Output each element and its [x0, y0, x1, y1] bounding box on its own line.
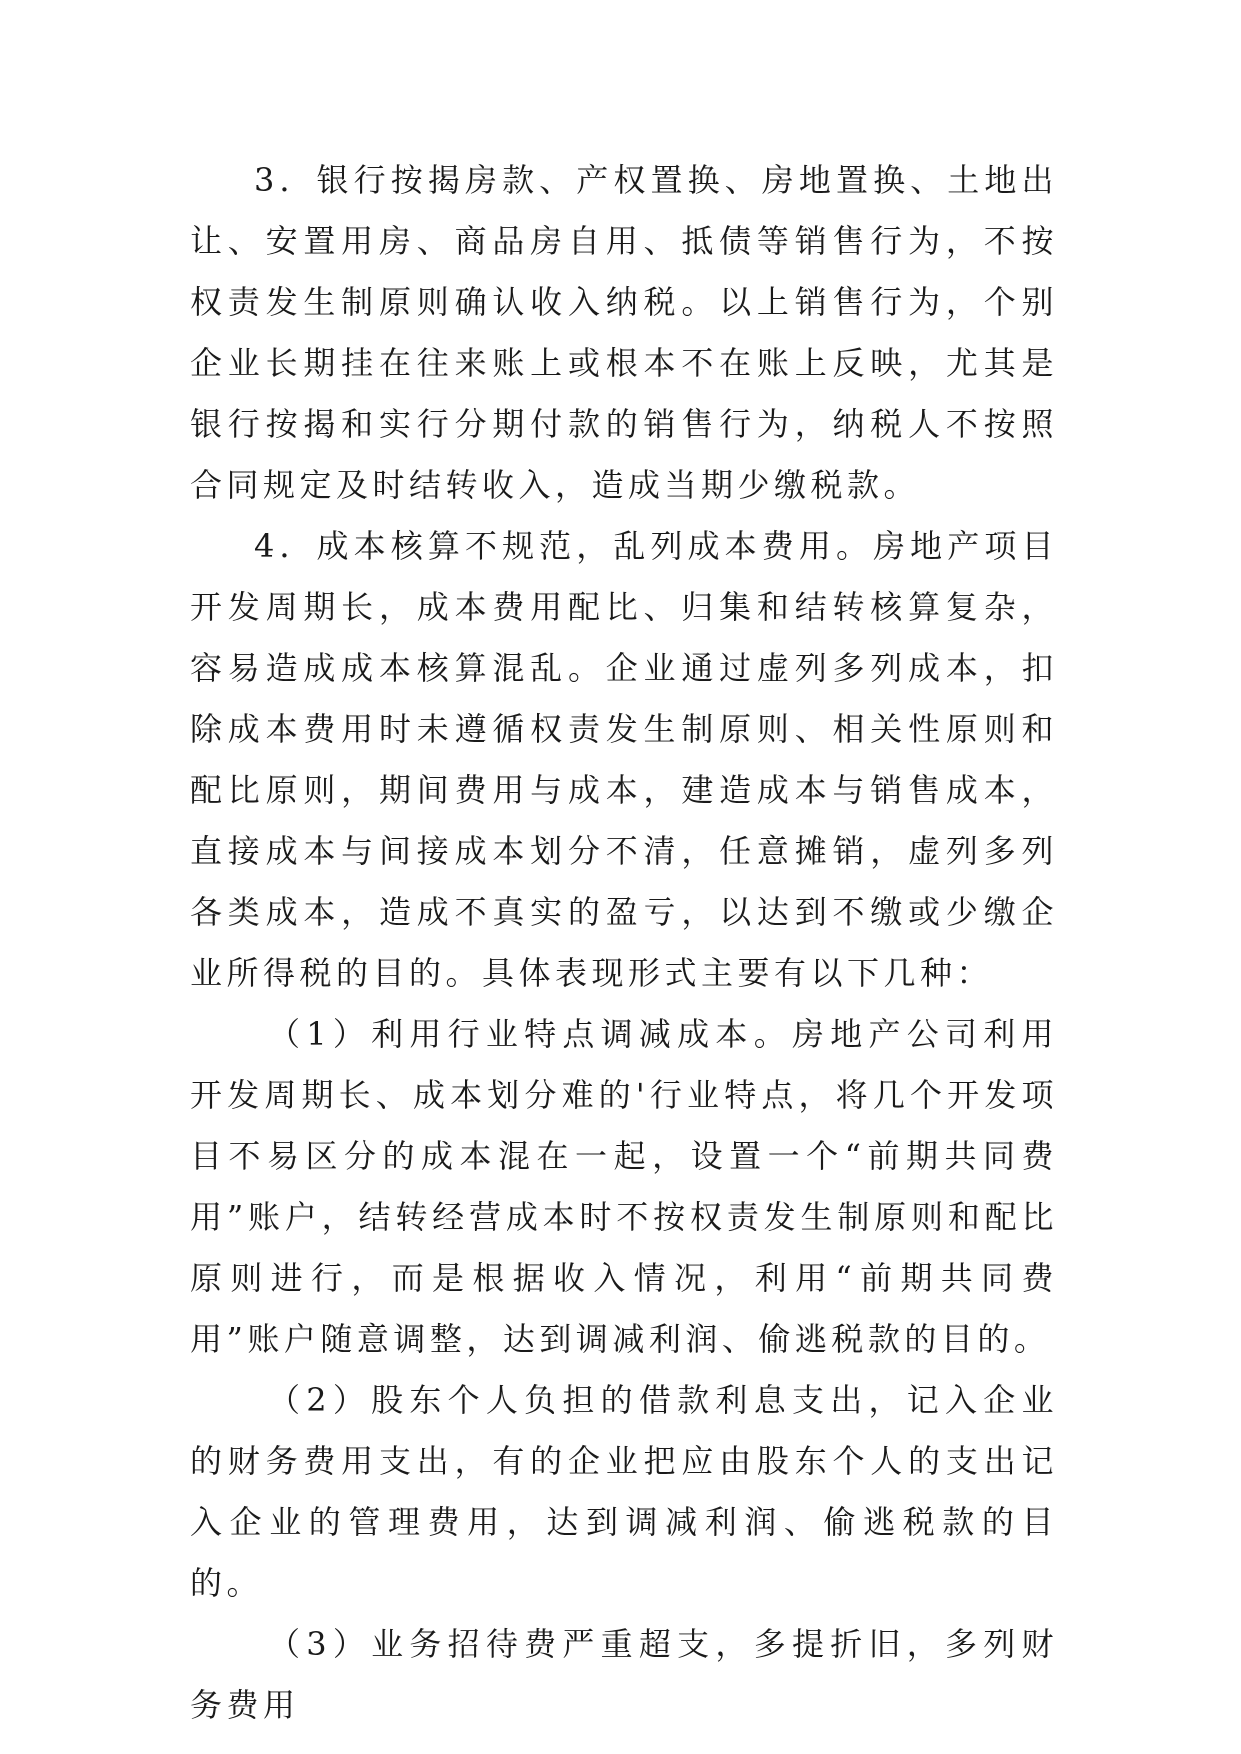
- document-body: [190, 150, 1058, 1736]
- paragraph-subitem-1: （1）利用行业特点调减成本。房地产公司利用开发周期长、成本划分难的'行业特点，将几个开发项目不易区分的成本混在一起，设置一个“前期共同费用”账户，结转经营成本时不按权责发生制原则和配比原则进行，而是根据收入情况，利用“前期共同费用”账户随意调整，达到调减利润、偷逃税款的目的。: [190, 1015, 1058, 1358]
- paragraph-subitem-2: （2）股东个人负担的借款利息支出，记入企业的财务费用支出，有的企业把应由股东个人的支出记入企业的管理费用，达到调减利润、偷逃税款的目的。: [190, 1381, 1058, 1602]
- paragraph-item-4: 4．成本核算不规范，乱列成本费用。房地产项目开发周期长，成本费用配比、归集和结转核算复杂，容易造成成本核算混乱。企业通过虚列多列成本，扣除成本费用时未遵循权责发生制原则、相关性原则和配比原则，期间费用与成本，建造成本与销售成本，直接成本与间接成本划分不清，任意摊销，虚列多列各类成本，造成不真实的盈亏，以达到不缴或少缴企业所得税的目的。具体表现形式主要有以下几种：: [190, 527, 1058, 992]
- paragraph-item-3: 3．银行按揭房款、产权置换、房地置换、土地出让、安置用房、商品房自用、抵债等销售行为，不按权责发生制原则确认收入纳税。以上销售行为，个别企业长期挂在往来账上或根本不在账上反映，尤其是银行按揭和实行分期付款的销售行为，纳税人不按照合同规定及时结转收入，造成当期少缴税款。: [190, 161, 1058, 504]
- paragraph-subitem-3: （3）业务招待费严重超支，多提折旧，多列财务费用: [190, 1625, 1058, 1724]
